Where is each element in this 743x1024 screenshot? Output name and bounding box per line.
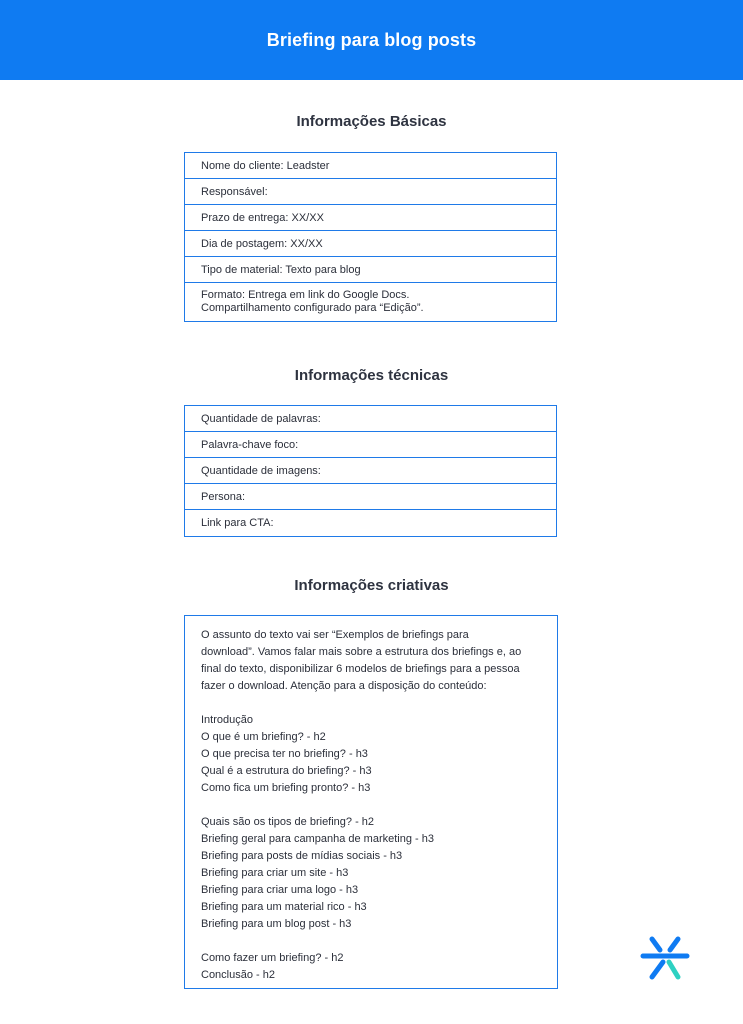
outline-item: Briefing geral para campanha de marketing - h3 bbox=[201, 833, 434, 845]
outline-item: Como fica um briefing pronto? - h3 bbox=[201, 782, 371, 794]
leadster-logo-icon bbox=[638, 935, 692, 981]
tech-info-table bbox=[184, 405, 557, 537]
outline-item: Briefing para um blog post - h3 bbox=[201, 918, 352, 930]
focus-keyword-row: Palavra-chave foco: bbox=[185, 432, 556, 458]
outline-item: Briefing para um material rico - h3 bbox=[201, 901, 367, 913]
format-line-2: Compartilhamento configurado para “Edição”. bbox=[201, 302, 424, 314]
cta-link-row: Link para CTA: bbox=[201, 517, 274, 529]
outline-item: O que precisa ter no briefing? - h3 bbox=[201, 748, 368, 760]
image-count-row: Quantidade de imagens: bbox=[185, 458, 556, 484]
outline-item: Conclusão - h2 bbox=[201, 969, 275, 981]
intro-line: final do texto, disponibilizar 6 modelos de briefings para a pessoa bbox=[201, 663, 520, 675]
creative-info-title: Informações criativas bbox=[294, 577, 449, 594]
creative-info-box bbox=[184, 615, 558, 989]
material-type-row: Tipo de material: Texto para blog bbox=[185, 257, 556, 283]
tech-info-title: Informações técnicas bbox=[294, 367, 449, 384]
outline-item: O que é um briefing? - h2 bbox=[201, 731, 326, 743]
basic-info-table bbox=[184, 152, 557, 322]
client-name-row: Nome do cliente: Leadster bbox=[185, 153, 556, 179]
responsible-row: Responsável: bbox=[185, 179, 556, 205]
outline-item: Quais são os tipos de briefing? - h2 bbox=[201, 816, 375, 828]
basic-info-title: Informações Básicas bbox=[296, 113, 447, 130]
deadline-row: Prazo de entrega: XX/XX bbox=[185, 205, 556, 231]
outline-item: Briefing para criar um site - h3 bbox=[201, 867, 349, 879]
page-header bbox=[0, 0, 743, 80]
outline-item: Introdução bbox=[201, 714, 253, 726]
outline-item: Briefing para criar uma logo - h3 bbox=[201, 884, 359, 896]
outline-item: Briefing para posts de mídias sociais - h3 bbox=[201, 850, 403, 862]
word-count-row: Quantidade de palavras: bbox=[185, 406, 556, 432]
intro-line: download”. Vamos falar mais sobre a estrutura dos briefings e, ao bbox=[201, 646, 522, 658]
outline-item: Como fazer um briefing? - h2 bbox=[201, 952, 344, 964]
posting-day-row: Dia de postagem: XX/XX bbox=[185, 231, 556, 257]
intro-line: fazer o download. Atenção para a disposição do conteúdo: bbox=[201, 680, 487, 692]
outline-item: Qual é a estrutura do briefing? - h3 bbox=[201, 765, 372, 777]
format-row bbox=[185, 283, 556, 321]
page-title: Briefing para blog posts bbox=[266, 29, 477, 50]
persona-row: Persona: bbox=[185, 484, 556, 510]
intro-line: O assunto do texto vai ser “Exemplos de briefings para bbox=[201, 629, 469, 641]
format-line-1: Formato: Entrega em link do Google Docs. bbox=[201, 289, 410, 301]
